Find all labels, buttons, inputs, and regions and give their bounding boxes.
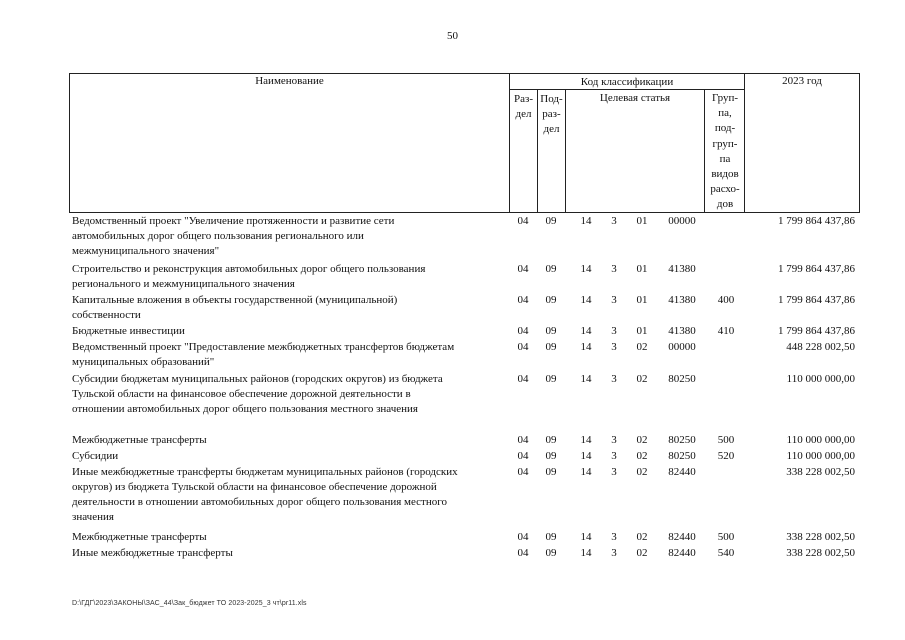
cell-c3: 01 [636, 325, 648, 337]
cell-c3: 02 [636, 434, 648, 446]
cell-c2: 3 [611, 294, 617, 306]
cell-c3: 02 [636, 373, 648, 385]
col-line-right [859, 73, 860, 213]
cell-c4: 80250 [668, 450, 696, 462]
cell-c1: 14 [580, 434, 592, 446]
file-path-footer: D:\ГДГ\2023\ЗАКОНЫ\ЗАС_44\Зак_бюджет ТО 2023-2025_3 чт\pr11.xls [72, 600, 307, 607]
cell-c4: 00000 [668, 341, 696, 353]
cell-c4: 82440 [668, 531, 696, 543]
col-line-podrazdel [565, 89, 566, 213]
cell-c3: 01 [636, 294, 648, 306]
cell-amount: 110 000 000,00 [786, 434, 855, 446]
cell-amount: 1 799 864 437,86 [778, 263, 855, 275]
row-name-line: деятельности в отношении автомобильных дорог общего пользования местного [72, 496, 447, 508]
cell-p: 09 [545, 325, 557, 337]
row-name-line: Субсидии бюджетам муниципальных районов (городских округов) из бюджета [72, 373, 443, 385]
cell-c1: 14 [580, 294, 592, 306]
cell-v: 500 [717, 531, 735, 543]
header-podrazdel: Под- раз- дел [540, 93, 563, 135]
cell-c4: 82440 [668, 547, 696, 559]
header-razdel: Раз- дел [513, 93, 533, 120]
cell-c2: 3 [611, 450, 617, 462]
cell-r: 04 [517, 466, 529, 478]
row-name-line: Капитальные вложения в объекты государственной (муниципальной) [72, 294, 398, 306]
cell-c4: 41380 [668, 294, 696, 306]
header-name: Наименование [255, 75, 324, 87]
cell-p: 09 [545, 263, 557, 275]
cell-v: 500 [717, 434, 735, 446]
header-target: Целевая статья [599, 92, 671, 104]
cell-c4: 41380 [668, 263, 696, 275]
cell-p: 09 [545, 531, 557, 543]
cell-amount: 110 000 000,00 [786, 373, 855, 385]
row-name-line: регионального и межмуниципального значения [72, 278, 295, 290]
cell-c2: 3 [611, 341, 617, 353]
cell-p: 09 [545, 434, 557, 446]
cell-c3: 01 [636, 263, 648, 275]
cell-c1: 14 [580, 466, 592, 478]
cell-p: 09 [545, 294, 557, 306]
row-name-line: отношении автомобильных дорог общего пользования местного значения [72, 403, 418, 415]
cell-amount: 448 228 002,50 [786, 341, 855, 353]
cell-c1: 14 [580, 215, 592, 227]
cell-c3: 02 [636, 466, 648, 478]
cell-c3: 02 [636, 450, 648, 462]
row-name [72, 372, 508, 417]
cell-c1: 14 [580, 450, 592, 462]
cell-amount: 338 228 002,50 [786, 531, 855, 543]
cell-p: 09 [545, 215, 557, 227]
cell-r: 04 [517, 341, 529, 353]
cell-c3: 01 [636, 215, 648, 227]
row-name-line: автомобильных дорог общего пользования регионального или [72, 230, 364, 242]
row-name [72, 340, 508, 370]
cell-amount: 338 228 002,50 [786, 547, 855, 559]
cell-c1: 14 [580, 263, 592, 275]
cell-r: 04 [517, 450, 529, 462]
cell-p: 09 [545, 547, 557, 559]
header-code: Код классификации [580, 76, 674, 88]
cell-r: 04 [517, 325, 529, 337]
cell-r: 04 [517, 263, 529, 275]
row-name-line: Ведомственный проект "Предоставление межбюджетных трансфертов бюджетам [72, 341, 455, 353]
cell-c2: 3 [611, 466, 617, 478]
cell-c2: 3 [611, 263, 617, 275]
row-name [72, 293, 508, 323]
cell-p: 09 [545, 450, 557, 462]
row-name [72, 449, 508, 464]
cell-r: 04 [517, 531, 529, 543]
cell-r: 04 [517, 215, 529, 227]
row-name-line: Ведомственный проект "Увеличение протяженности и развитие сети [72, 215, 395, 227]
cell-amount: 338 228 002,50 [786, 466, 855, 478]
cell-v: 400 [717, 294, 735, 306]
cell-amount: 1 799 864 437,86 [778, 325, 855, 337]
cell-amount: 110 000 000,00 [786, 450, 855, 462]
row-name-line: Межбюджетные трансферты [72, 531, 207, 543]
cell-c1: 14 [580, 547, 592, 559]
header-group: Груп- па, под- груп- па видов расхо- дов [710, 92, 740, 211]
row-name-line: Межбюджетные трансферты [72, 434, 207, 446]
cell-amount: 1 799 864 437,86 [778, 294, 855, 306]
cell-c4: 80250 [668, 434, 696, 446]
row-name-line: Иные межбюджетные трансферты бюджетам муниципальных районов (городских [72, 466, 458, 478]
row-name-line: Бюджетные инвестиции [72, 325, 185, 337]
row-name-line: Иные межбюджетные трансферты [72, 547, 233, 559]
cell-amount: 1 799 864 437,86 [778, 215, 855, 227]
cell-p: 09 [545, 373, 557, 385]
cell-r: 04 [517, 294, 529, 306]
cell-c3: 02 [636, 531, 648, 543]
cell-c2: 3 [611, 531, 617, 543]
row-name-line: межмуниципального значения" [72, 245, 220, 257]
cell-c2: 3 [611, 215, 617, 227]
row-name-line: Тульской области на финансовое обеспечение дорожной деятельности в [72, 388, 411, 400]
page-number: 50 [447, 30, 458, 42]
row-name-line: собственности [72, 309, 141, 321]
row-name [72, 530, 508, 545]
cell-c3: 02 [636, 547, 648, 559]
cell-r: 04 [517, 434, 529, 446]
row-name [72, 433, 508, 448]
cell-c4: 41380 [668, 325, 696, 337]
row-name-line: значения [72, 511, 114, 523]
cell-c4: 80250 [668, 373, 696, 385]
cell-c1: 14 [580, 373, 592, 385]
cell-c2: 3 [611, 547, 617, 559]
cell-c2: 3 [611, 373, 617, 385]
cell-r: 04 [517, 547, 529, 559]
col-line-left [69, 73, 70, 213]
row-name [72, 262, 508, 292]
cell-c1: 14 [580, 341, 592, 353]
cell-r: 04 [517, 373, 529, 385]
cell-c4: 82440 [668, 466, 696, 478]
row-name [72, 465, 508, 525]
cell-v: 520 [717, 450, 735, 462]
cell-v: 540 [717, 547, 735, 559]
row-name-line: Субсидии [72, 450, 119, 462]
row-name-line: округов) из бюджета Тульской области на финансовое обеспечение дорожной [72, 481, 437, 493]
cell-c1: 14 [580, 325, 592, 337]
cell-p: 09 [545, 341, 557, 353]
row-name-line: Строительство и реконструкция автомобильных дорог общего пользования [72, 263, 426, 275]
row-name [72, 214, 508, 259]
cell-c2: 3 [611, 325, 617, 337]
row-name [72, 546, 508, 561]
row-name [72, 324, 508, 339]
cell-c1: 14 [580, 531, 592, 543]
cell-c3: 02 [636, 341, 648, 353]
header-year: 2023 год [782, 75, 822, 87]
row-name-line: муниципальных образований" [72, 356, 215, 368]
cell-c2: 3 [611, 434, 617, 446]
cell-v: 410 [717, 325, 735, 337]
cell-p: 09 [545, 466, 557, 478]
cell-c4: 00000 [668, 215, 696, 227]
